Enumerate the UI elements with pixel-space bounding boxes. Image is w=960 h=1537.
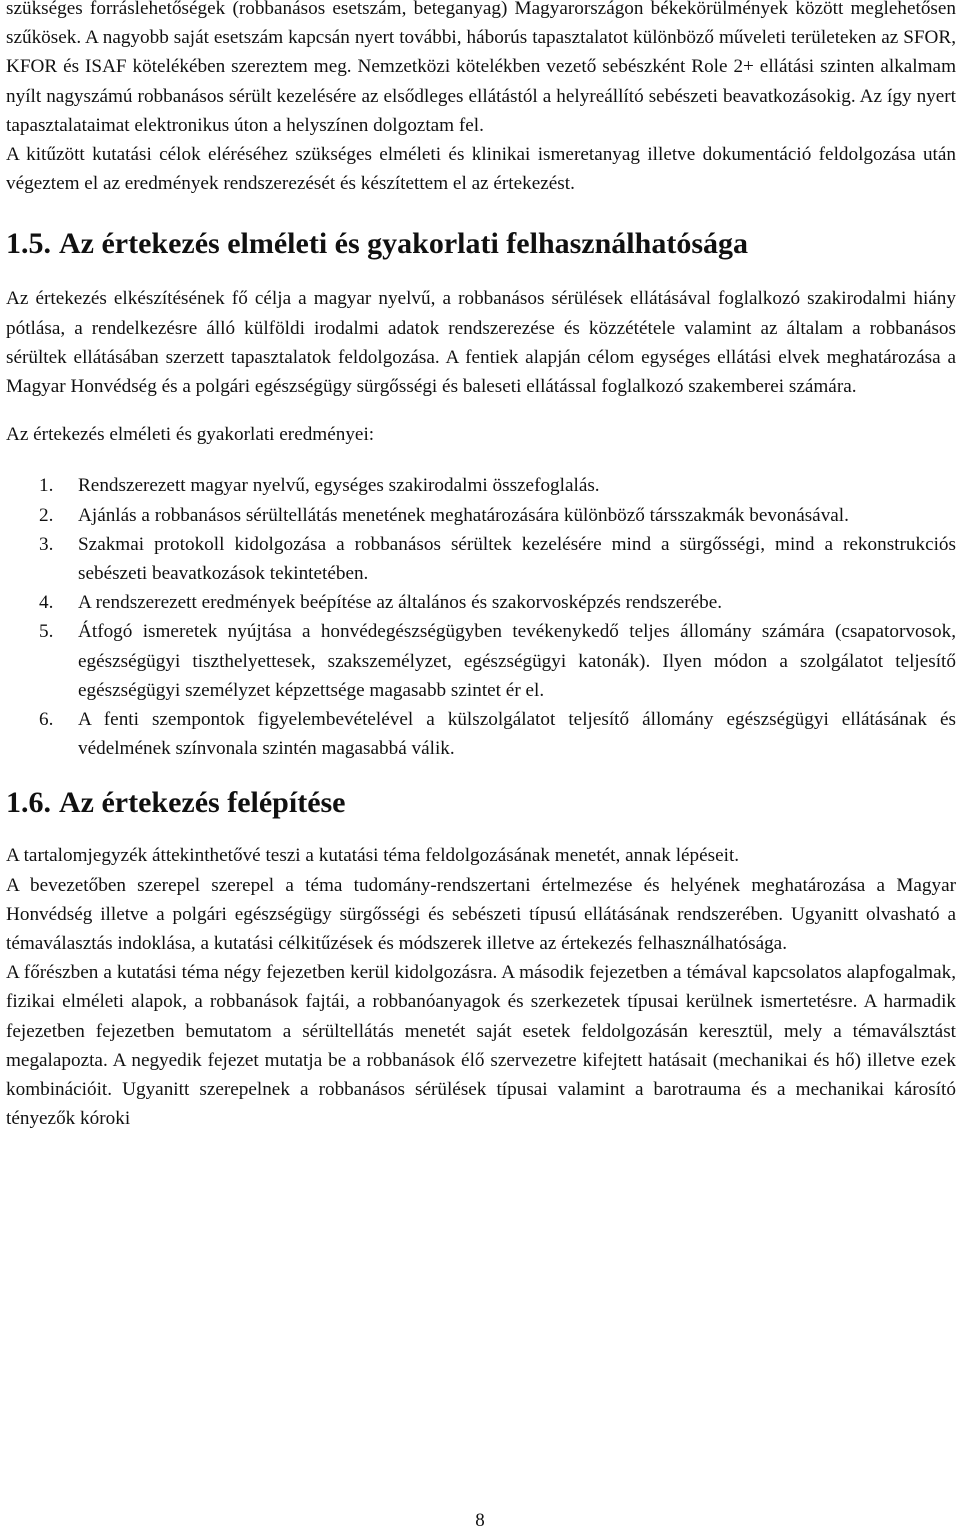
section-title: Az értekezés elméleti és gyakorlati felhasználhatósága bbox=[59, 227, 748, 261]
list-item-text: Rendszerezett magyar nyelvű, egységes szakirodalmi összefoglalás. bbox=[78, 475, 600, 497]
section-title: Az értekezés felépítése bbox=[59, 786, 346, 820]
list-item bbox=[6, 588, 956, 617]
section-number: 1.5. bbox=[6, 227, 51, 261]
section-heading-1-6 bbox=[6, 783, 956, 823]
document-page bbox=[6, 0, 956, 1134]
section-1-6-paragraph-1: A tartalomjegyzék áttekinthetővé teszi a kutatási téma feldolgozásának menetét, annak lépéseit. bbox=[6, 845, 740, 867]
page-number: 8 bbox=[475, 1510, 485, 1531]
list-item-number: 1. bbox=[39, 475, 54, 497]
intro-paragraph-1: szükséges forráslehetőségek (robbanásos esetszám, beteganyag) Magyarországon békekörülmények között meglehetősen szűkösek. A nagyobb saját esetszám kapcsán nyert további, háborús tapasztalatot különböző műveleti területeken az SFOR, KFOR és ISAF kötelékében szereztem meg. Nemzetközi kötelékben vezető sebészként Role 2+ ellátási szinten alkalmam nyílt nagyszámú robbanásos sérült kezelésére az elsődleges ellátástól a helyreállító sebészeti beavatkozásokig. Az így nyert tapasztalataimat elektronikus úton a helyszínen dolgoztam fel. bbox=[6, 0, 956, 136]
list-item-number: 2. bbox=[39, 504, 54, 526]
list-item-text: A rendszerezett eredmények beépítése az általános és szakorvosképzés rendszerébe. bbox=[78, 592, 723, 614]
list-item-number: 5. bbox=[39, 621, 54, 643]
section-1-6-paragraph-3: A főrészben a kutatási téma négy fejezetben kerül kidolgozásra. A második fejezetben a témával kapcsolatos alapfogalmak, fizikai elméleti alapok, a robbanások fajtái, a robbanóanyagok és szerkezetek típusai kerülnek ismertetésre. A harmadik fejezetben fejezetben bemutatom a sérültellátás menetét saját esetek feldolgozásán keresztül, mely a témaválsztást megalapozta. A negyedik fejezet mutatja be a robbanások élő szervezetre kifejtett hatásait (mechanikai és hő) illetve ezek kombinációit. Ugyanitt szerepelnek a robbanásos sérülések típusai valamint a barotrauma és a mechanikai károsító tényezők kóroki bbox=[6, 962, 956, 1130]
list-item bbox=[6, 705, 956, 763]
list-item bbox=[6, 501, 956, 530]
section-1-6-paragraph-2: A bevezetőben szerepel szerepel a téma tudomány-rendszertani értelmezése és helyének meghatározása a Magyar Honvédség illetve a polgári egészségügy sürgősségi és sebészeti típusú ellátásának rendszerében. Ugyanitt olvasható a témaválasztás indoklása, a kutatási célkitűzések és módszerek illetve az értekezés felhasználhatósága. bbox=[6, 874, 956, 955]
list-item bbox=[6, 617, 956, 705]
list-item-text: Ajánlás a robbanásos sérültellátás menetének meghatározására különböző társszakmák bevonásával. bbox=[78, 504, 849, 526]
intro-paragraph-2: A kitűzött kutatási célok eléréséhez szükséges elméleti és klinikai ismeretanyag illetve dokumentáció feldolgozása után végeztem el az eredmények rendszerezését és készítettem el az értekezést. bbox=[6, 144, 956, 195]
list-item-text: A fenti szempontok figyelembevételével a külszolgálatot teljesítő állomány egészségügyi ellátásának és védelmének színvonala szintén magasabbá válik. bbox=[78, 709, 956, 760]
list-item-number: 4. bbox=[39, 592, 54, 614]
section-number: 1.6. bbox=[6, 786, 51, 820]
list-item bbox=[6, 471, 956, 500]
section-1-5-paragraph: Az értekezés elkészítésének fő célja a magyar nyelvű, a robbanásos sérülések ellátásával foglalkozó szakirodalmi hiány pótlása, a rendelkezésre álló külföldi irodalmi adatok rendszerezése és közzététele valamint az általam a robbanásos sérültek ellátásában szerzett tapasztalatok feldolgozása. A fentiek alapján célom egységes ellátási elvek meghatározása a Magyar Honvédség és a polgári egészségügy sürgősségi és baleseti ellátással foglalkozó szakemberei számára. bbox=[6, 288, 956, 398]
list-item-text: Szakmai protokoll kidolgozása a robbanásos sérültek kezelésére mind a sürgősségi, mind a rekonstrukciós sebészeti beavatkozások tekintetében. bbox=[78, 533, 956, 585]
list-item-text: Átfogó ismeretek nyújtása a honvédegészségügyben tevékenykedő teljes állomány számára (csapatorvosok, egészségügyi tiszthelyettesek, szakszemélyzet, egészségügyi katonák). Ilyen módon a szolgálatot teljesítő egészségügyi személyzet képzettsége magasabb szintet ér el. bbox=[78, 621, 956, 701]
results-intro: Az értekezés elméleti és gyakorlati eredményei: bbox=[6, 424, 375, 446]
list-item-number: 3. bbox=[39, 533, 54, 555]
list-item-number: 6. bbox=[39, 709, 54, 731]
section-heading-1-5 bbox=[6, 224, 956, 264]
list-item bbox=[6, 530, 956, 588]
results-list bbox=[6, 471, 956, 763]
